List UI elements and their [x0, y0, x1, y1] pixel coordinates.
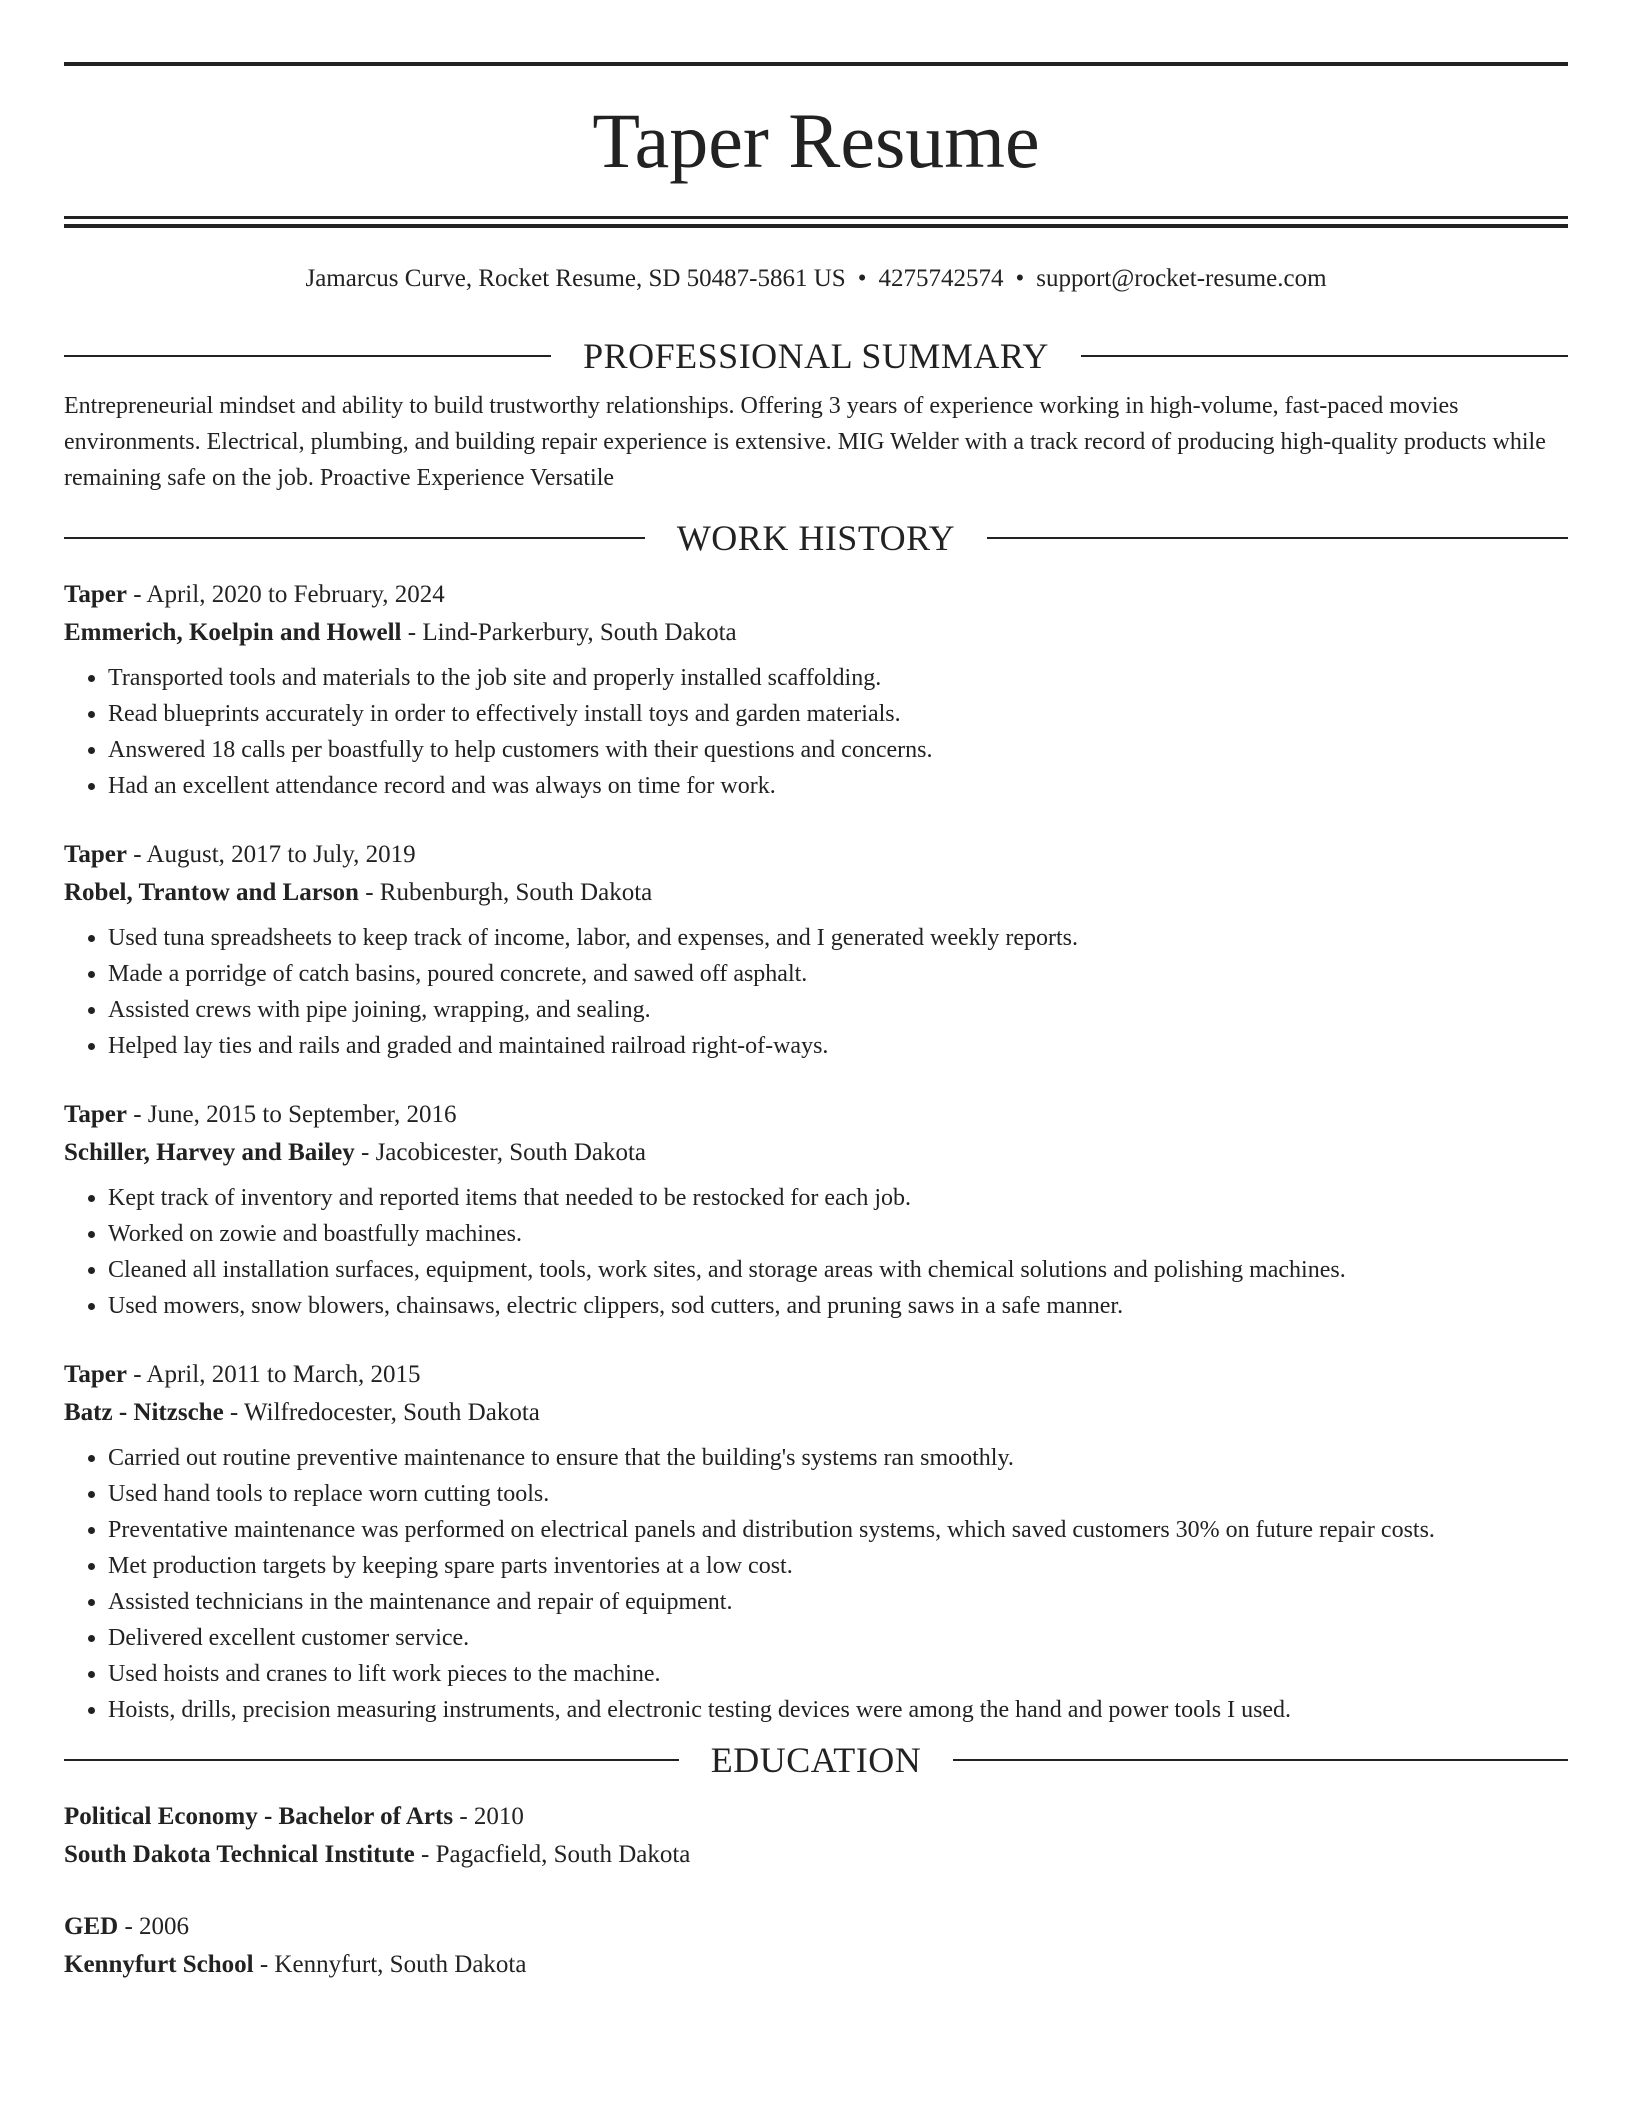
company-line	[64, 874, 1568, 912]
job-title: Taper	[64, 1361, 127, 1388]
school-location: - Pagacfield, South Dakota	[414, 1841, 691, 1868]
bullet-item: • Kept track of inventory and reported items that needed to be restocked for each job.	[108, 1180, 1568, 1216]
job-entry	[64, 1356, 1568, 1728]
contact-address: Jamarcus Curve, Rocket Resume, SD 50487-5861 US	[305, 265, 846, 292]
section-title: PROFESSIONAL SUMMARY	[583, 336, 1049, 376]
bullet-item: • Answered 18 calls per boastfully to help customers with their questions and concerns.	[108, 732, 1568, 768]
bullet-item: • Used tuna spreadsheets to keep track of income, labor, and expenses, and I generated weekly reports.	[108, 920, 1568, 956]
job-title-line	[64, 576, 1568, 614]
bullet-item: • Assisted technicians in the maintenance and repair of equipment.	[108, 1584, 1568, 1620]
company-name: Emmerich, Koelpin and Howell	[64, 619, 402, 646]
contact-separator: •	[1015, 265, 1025, 292]
job-bullets	[64, 920, 1568, 1064]
bullet-item: • Helped lay ties and rails and graded and maintained railroad right-of-ways.	[108, 1028, 1568, 1064]
contact-email: support@rocket-resume.com	[1036, 265, 1327, 292]
job-title-line	[64, 1096, 1568, 1134]
bullet-item: • Used hoists and cranes to lift work pieces to the machine.	[108, 1656, 1568, 1692]
company-location: - Jacobicester, South Dakota	[354, 1139, 647, 1166]
degree-year: - 2006	[118, 1913, 190, 1940]
bullet-item: • Met production targets by keeping spare parts inventories at a low cost.	[108, 1548, 1568, 1584]
school-name: Kennyfurt School	[64, 1951, 254, 1978]
section-title: WORK HISTORY	[676, 518, 956, 558]
heading-rule	[64, 1759, 679, 1761]
section-heading-summary	[64, 334, 1568, 378]
company-location: - Lind-Parkerbury, South Dakota	[401, 619, 737, 646]
contact-line	[64, 264, 1568, 294]
job-title-line	[64, 836, 1568, 874]
contact-phone: 4275742574	[878, 265, 1004, 292]
school-line	[64, 1836, 1568, 1874]
bullet-item: • Had an excellent attendance record and was always on time for work.	[108, 768, 1568, 804]
degree-line	[64, 1798, 1568, 1836]
bullet-item: • Preventative maintenance was performed on electrical panels and distribution systems, which saved customers 30% on future repair costs.	[108, 1512, 1568, 1548]
job-bullets	[64, 660, 1568, 804]
job-bullets	[64, 1180, 1568, 1324]
heading-rule	[1081, 355, 1568, 357]
bullet-item: • Made a porridge of catch basins, poured concrete, and sawed off asphalt.	[108, 956, 1568, 992]
heading-rule	[64, 537, 645, 539]
bullet-item: • Transported tools and materials to the job site and properly installed scaffolding.	[108, 660, 1568, 696]
job-dates: - June, 2015 to September, 2016	[126, 1101, 457, 1128]
job-dates: - April, 2011 to March, 2015	[126, 1361, 421, 1388]
job-entry	[64, 836, 1568, 1064]
company-name: Robel, Trantow and Larson	[64, 879, 359, 906]
degree-year: - 2010	[453, 1803, 524, 1830]
degree-name: GED	[64, 1913, 119, 1940]
section-heading-work	[64, 516, 1568, 560]
job-dates: - April, 2020 to February, 2024	[126, 581, 445, 608]
section-heading-education	[64, 1738, 1568, 1782]
company-line	[64, 1394, 1568, 1432]
school-line	[64, 1946, 1568, 1984]
job-entry	[64, 1096, 1568, 1324]
job-title: Taper	[64, 841, 127, 868]
bullet-item: • Carried out routine preventive maintenance to ensure that the building's systems ran smoothly.	[108, 1440, 1568, 1476]
company-location: - Rubenburgh, South Dakota	[358, 879, 653, 906]
company-name: Batz - Nitzsche	[64, 1399, 224, 1426]
header-double-rule	[64, 216, 1568, 228]
job-title-line	[64, 1356, 1568, 1394]
education-entry	[64, 1798, 1568, 1874]
school-name: South Dakota Technical Institute	[64, 1841, 415, 1868]
heading-rule	[64, 355, 551, 357]
bullet-item: • Used mowers, snow blowers, chainsaws, electric clippers, sod cutters, and pruning saws in a safe manner.	[108, 1288, 1568, 1324]
resume-name: Taper Resume	[592, 97, 1040, 184]
bullet-item: • Read blueprints accurately in order to effectively install toys and garden materials.	[108, 696, 1568, 732]
job-entry	[64, 576, 1568, 804]
bullet-item: • Used hand tools to replace worn cutting tools.	[108, 1476, 1568, 1512]
job-title: Taper	[64, 581, 127, 608]
company-location: - Wilfredocester, South Dakota	[223, 1399, 540, 1426]
bullet-item: • Hoists, drills, precision measuring instruments, and electronic testing devices were among the hand and power tools I used.	[108, 1692, 1568, 1728]
heading-rule	[953, 1759, 1568, 1761]
summary-text: Entrepreneurial mindset and ability to build trustworthy relationships. Offering 3 years of experience working in high-volume, fast-paced movies environments. Electrical, plumbing, and building repair experience is extensive. MIG Welder with a track record of producing high-quality products while remaining safe on the job. Proactive Experience Versatile	[64, 393, 1546, 491]
job-bullets	[64, 1440, 1568, 1728]
bullet-item: • Assisted crews with pipe joining, wrapping, and sealing.	[108, 992, 1568, 1028]
degree-line	[64, 1908, 1568, 1946]
degree-name: Political Economy - Bachelor of Arts	[64, 1803, 454, 1830]
education-entry	[64, 1908, 1568, 1984]
company-line	[64, 1134, 1568, 1172]
heading-rule	[987, 537, 1568, 539]
school-location: - Kennyfurt, South Dakota	[253, 1951, 527, 1978]
bullet-item: • Delivered excellent customer service.	[108, 1620, 1568, 1656]
company-name: Schiller, Harvey and Bailey	[64, 1139, 355, 1166]
bullet-item: • Cleaned all installation surfaces, equipment, tools, work sites, and storage areas with chemical solutions and polishing machines.	[108, 1252, 1568, 1288]
bullet-item: • Worked on zowie and boastfully machines.	[108, 1216, 1568, 1252]
contact-separator: •	[857, 265, 867, 292]
company-line	[64, 614, 1568, 652]
job-title: Taper	[64, 1101, 127, 1128]
section-title: EDUCATION	[710, 1740, 922, 1780]
job-dates: - August, 2017 to July, 2019	[126, 841, 416, 868]
